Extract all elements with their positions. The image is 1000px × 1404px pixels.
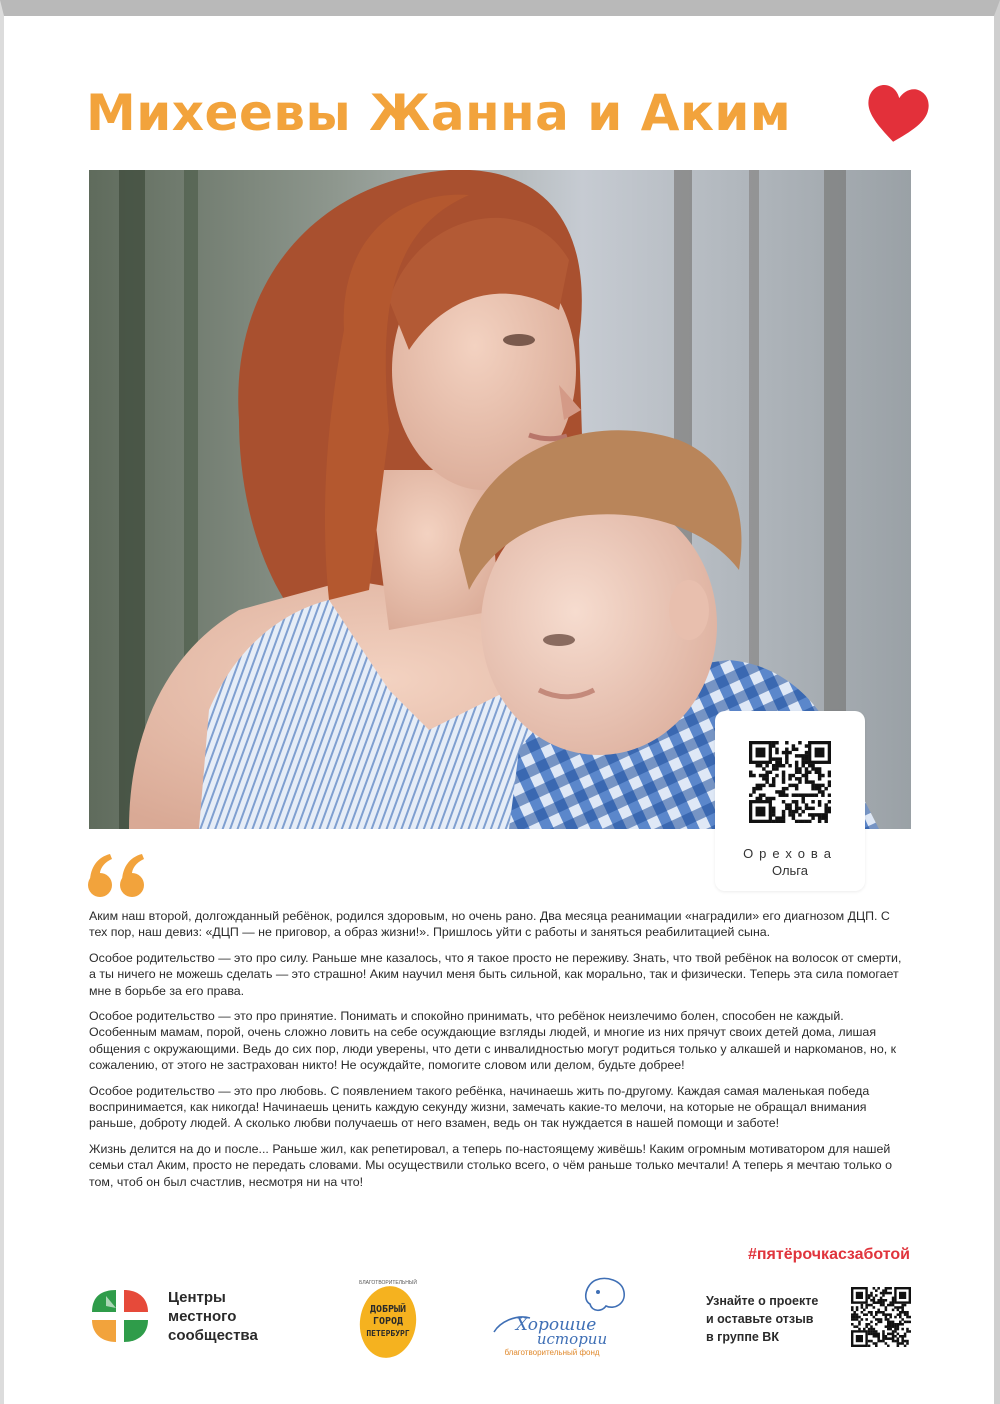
vk-line: в группе ВК [706, 1330, 779, 1344]
story-text [89, 908, 909, 1199]
vk-line: Узнайте о проекте [706, 1294, 819, 1308]
horoshie-line: благотворительный фонд [504, 1348, 600, 1357]
story-paragraph: Особое родительство — это про принятие. Понимать и спокойно принимать, что ребёнок неизлечимо болен, способен не каждый. Особенным мамам, порой, очень сложно ловить на себе осуждающие взгляды людей, и многие из них прячут своих детей дома, лишая общения с окружающими. Ведь до сих пор, люди уверены, что дети с инвалидностью могут родиться только у алкашей и наркоманов, но, к сожалению, от этого не застрахован никто! Не осуждайте, помогите словом или делом, будьте добрее! [89, 1009, 897, 1073]
centers-line: сообщества [168, 1327, 258, 1344]
horoshie-istorii-logo [486, 1274, 636, 1358]
story-paragraph: Особое родительство — это про силу. Раньше мне казалось, что я такое просто не переживу. Знать, что твой ребёнок на волосок от смерти, а ты ничего не можешь сделать — это страшно! Аким научил меня быть сильной, как морально, так и физически. Теперь эта сила помогает мне в борьбе за его права. [89, 950, 902, 998]
dobryi-gorod-logo [352, 1276, 424, 1360]
centers-logo-icon [88, 1286, 152, 1346]
centers-line: местного [168, 1308, 237, 1325]
centers-logo-text [168, 1288, 258, 1345]
quote-mark-icon [86, 852, 150, 898]
story-paragraph: Аким наш второй, долгожданный ребёнок, родился здоровым, но очень рано. Два месяца реанимации «наградили» его диагнозом ДЦП. С тех пор, наш девиз: «ДЦП — не приговор, а образ жизни!». Пришлось уйти с работы и заняться реабилитацией сына. [89, 909, 890, 940]
qr-code-icon[interactable] [851, 1287, 911, 1347]
horoshie-line: Хорошие [515, 1315, 597, 1335]
horoshie-line: истории [536, 1330, 608, 1348]
dobryi-line: ГОРОД [372, 1316, 404, 1327]
vk-line: и оставьте отзыв [706, 1312, 814, 1326]
photographer-last-name: Орехова [743, 846, 837, 861]
story-paragraph: Особое родительство — это про любовь. С появлением такого ребёнка, начинаешь жить по-другому. Каждая самая маленькая победа воспринимается, как никогда! Начинаешь ценить каждую секунду жизни, замечать какие-то мелочи, на которые не обращал внимания раньше, доброту людей. А сколько любви получаешь от него взамен, ведь он так нуждается в нашей помощи и заботе! [89, 1083, 870, 1131]
heart-icon [864, 84, 930, 144]
vk-call-to-action [706, 1292, 818, 1346]
centers-line: Центры [168, 1289, 226, 1306]
dobryi-line: ПЕТЕРБУРГ [366, 1329, 410, 1338]
dobryi-top-text: БЛАГОТВОРИТЕЛЬНЫЙ [359, 1280, 417, 1286]
hashtag[interactable]: #пятёрочкасзаботой [747, 1246, 910, 1263]
photographer-first-name: Ольга [771, 863, 808, 878]
dobryi-line: ДОБРЫЙ [369, 1304, 407, 1315]
page-title: Михеевы Жанна и Аким [86, 84, 792, 142]
photographer-card [715, 711, 865, 891]
qr-code-icon[interactable] [749, 741, 831, 823]
story-paragraph: Жизнь делится на до и после... Раньше жил, как репетировал, а теперь по-настоящему живёшь! Каким огромным мотиватором для нашей семьи стал Аким, просто не передать словами. Мы осуществили столько всего, о чём раньше только мечтали! А теперь я мечтаю только о том, чтоб он был счастлив, несмотря ни на что! [89, 1141, 893, 1189]
photographer-name [715, 845, 865, 879]
